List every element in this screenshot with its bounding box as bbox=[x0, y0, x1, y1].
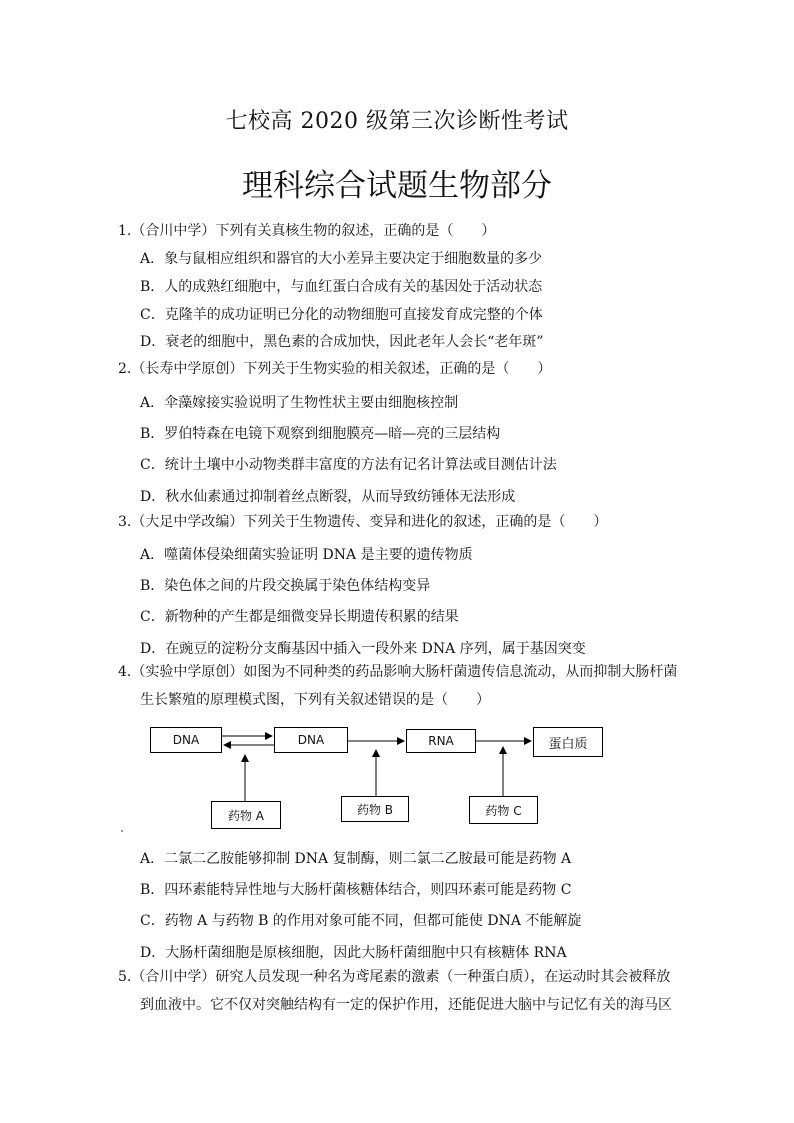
question-1-option-c: C．克隆羊的成功证明已分化的动物细胞可直接发育成完整的个体 bbox=[140, 307, 543, 323]
question-5-stem-continued: 到血液中。它不仅对突触结构有一定的保护作用，还能促进大脑中与记忆有关的海马区 bbox=[140, 997, 672, 1013]
question-2-option-a: A．伞藻嫁接实验说明了生物性状主要由细胞核控制 bbox=[140, 395, 459, 411]
drug-c-box: 药物 C bbox=[469, 796, 538, 824]
rna-box: RNA bbox=[406, 729, 476, 753]
question-3-option-c: C．新物种的产生都是细微变异长期遗传积累的结果 bbox=[140, 609, 459, 625]
question-3-stem: 3.（大足中学改编）下列关于生物遗传、变异和进化的叙述，正确的是（ ） bbox=[118, 514, 608, 530]
question-3-option-b: B．染色体之间的片段交换属于染色体结构变异 bbox=[140, 578, 431, 594]
drug-b-box: 药物 B bbox=[341, 796, 409, 822]
question-5-stem: 5.（合川中学）研究人员发现一种名为鸢尾素的激素（一种蛋白质），在运动时其会被释放 bbox=[118, 969, 671, 985]
exam-title: 七校高 2020 级第三次诊断性考试 bbox=[225, 109, 569, 134]
protein-box: 蛋白质 bbox=[533, 727, 603, 757]
question-1-option-b: B．人的成熟红细胞中，与血红蛋白合成有关的基因处于活动状态 bbox=[140, 279, 543, 295]
dna-box-1: DNA bbox=[150, 727, 222, 753]
question-2-option-d: D．秋水仙素通过抑制着丝点断裂，从而导致纺锤体无法形成 bbox=[140, 489, 516, 505]
dna-box-2: DNA bbox=[274, 727, 348, 753]
question-2-option-c: C．统计土壤中小动物类群丰富度的方法有记名计算法或目测估计法 bbox=[140, 457, 557, 473]
question-1-option-a: A．象与鼠相应组织和器官的大小差异主要决定于细胞数量的多少 bbox=[140, 251, 543, 267]
question-2-stem: 2.（长寿中学原创）下列关于生物实验的相关叙述，正确的是（ ） bbox=[118, 361, 552, 377]
drug-a-box: 药物 A bbox=[211, 801, 281, 829]
section-title: 理科综合试题生物部分 bbox=[242, 168, 552, 204]
question-4-option-c: C．药物 A 与药物 B 的作用对象可能不同，但都可能使 DNA 不能解旋 bbox=[140, 913, 582, 929]
question-1-option-d: D．衰老的细胞中，黑色素的合成加快，因此老年人会长“老年斑” bbox=[140, 334, 544, 350]
question-4-option-b: B．四环素能特异性地与大肠杆菌核糖体结合，则四环素可能是药物 C bbox=[140, 882, 572, 898]
question-4-stem-continued: 生长繁殖的原理模式图，下列有关叙述错误的是（ ） bbox=[140, 692, 490, 708]
question-4-stem: 4.（实验中学原创）如图为不同种类的药品影响大肠杆菌遗传信息流动，从而抑制大肠杆菌 bbox=[118, 664, 678, 680]
question-1-stem: 1.（合川中学）下列有关真核生物的叙述，正确的是（ ） bbox=[118, 223, 496, 239]
question-2-option-b: B．罗伯特森在电镜下观察到细胞膜亮—暗—亮的三层结构 bbox=[140, 426, 501, 442]
question-3-option-d: D．在豌豆的淀粉分支酶基因中插入一段外来 DNA 序列，属于基因突变 bbox=[140, 641, 586, 657]
stray-dot bbox=[121, 830, 123, 832]
question-4-option-d: D．大肠杆菌细胞是原核细胞，因此大肠杆菌细胞中只有核糖体 RNA bbox=[140, 945, 567, 961]
question-3-option-a: A．噬菌体侵染细菌实验证明 DNA 是主要的遗传物质 bbox=[140, 547, 473, 563]
question-4-option-a: A．二氯二乙胺能够抑制 DNA 复制酶，则二氯二乙胺最可能是药物 A bbox=[140, 851, 572, 867]
